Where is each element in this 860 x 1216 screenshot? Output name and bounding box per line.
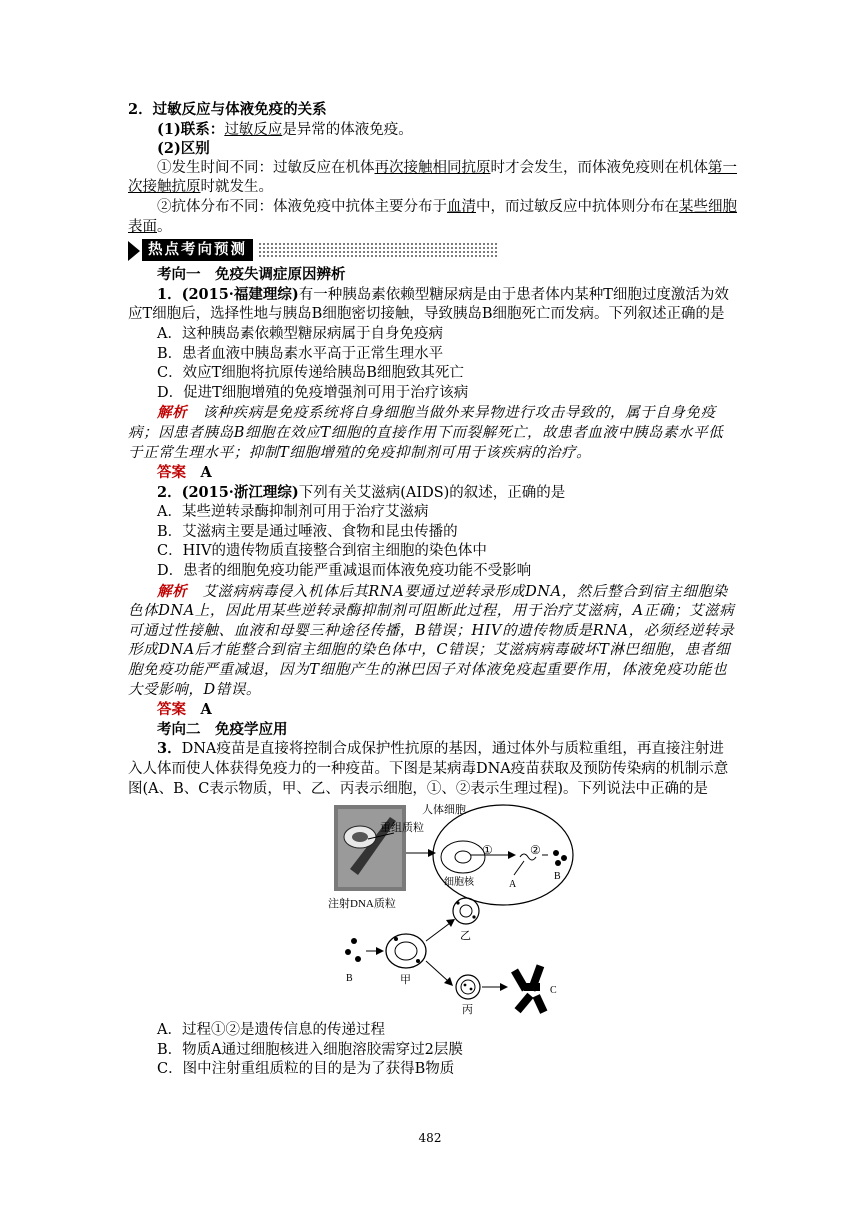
q2-option-a: A．某些逆转录酶抑制剂可用于治疗艾滋病 (157, 504, 429, 521)
banner-label: 热点考向预测 (142, 239, 253, 261)
label-bing: 丙 (462, 1004, 473, 1017)
label-b-bottom: B (346, 973, 353, 985)
q1-option-c: C．效应T细胞将抗原传递给胰岛B细胞致其死亡 (157, 365, 464, 382)
banner-arrow-icon (128, 241, 140, 261)
cell-bing (456, 975, 480, 999)
q3-option-a: A．过程①②是遗传信息的传递过程 (157, 1022, 385, 1039)
plasmid-label: 重组质粒 (380, 822, 424, 835)
q1-option-a: A．这种胰岛素依赖型糖尿病属于自身免疫病 (157, 325, 443, 342)
question-3-stem: 3．DNA疫苗是直接将控制合成保护性抗原的基因，通过体外与质粒重组，再直接注射进入人体而使人体获得免疫力的一种疫苗。下图是某病毒DNA疫苗获取及预防传染病的机制示意图(A、B、C表示物质，甲、乙、丙表示细胞，①、②表示生理过程)。下列说法中正确的是 (128, 740, 729, 797)
question-2-stem: 2．(2015·浙江理综)下列有关艾滋病(AIDS)的叙述，正确的是 (157, 483, 566, 501)
label-b-top: B (554, 871, 561, 883)
section-banner (128, 239, 738, 263)
page-number: 482 (418, 1131, 442, 1145)
label-c: C (550, 985, 557, 997)
kaoxiang-2-title: 考向二 免疫学应用 (157, 720, 288, 738)
step-2-label: ② (530, 843, 541, 858)
label-a: A (509, 879, 517, 891)
antibody-group (511, 965, 547, 1014)
lianxi-line: (1)联系：过敏反应是异常的体液免疫。 (157, 120, 413, 138)
q2-option-b: B．艾滋病主要是通过唾液、食物和昆虫传播的 (157, 523, 458, 540)
banner-dots (258, 242, 498, 258)
kaoxiang-1-title: 考向一 免疫失调症原因辨析 (157, 266, 346, 284)
vaccine-diagram-svg (128, 799, 738, 1021)
nucleus-label: 细胞核 (444, 877, 474, 889)
q1-option-d: D．促进T细胞增殖的免疫增强剂可用于治疗该病 (157, 384, 469, 401)
cell-jia (386, 934, 426, 968)
q3-option-b: B．物质A通过细胞核进入细胞溶胶需穿过2层膜 (157, 1041, 463, 1058)
human-cell-label: 人体细胞 (422, 804, 466, 817)
q2-option-d: D．患者的细胞免疫功能严重减退而体液免疫功能不受影响 (157, 563, 532, 580)
difference-2: ②抗体分布不同：体液免疫中抗体主要分布于血清中，而过敏反应中抗体则分布在某些细胞表面。 (128, 198, 737, 235)
label-yi: 乙 (460, 930, 471, 943)
vaccine-diagram (128, 799, 738, 1021)
q3-option-c: C．图中注射重组质粒的目的是为了获得B物质 (157, 1061, 455, 1078)
q2-answer: 答案 A (157, 701, 212, 719)
qubie-line: (2)区别 (157, 140, 210, 158)
section-title: 2．过敏反应与体液免疫的关系 (128, 101, 327, 118)
step-1-label: ① (482, 843, 493, 858)
q2-analysis: 解析 艾滋病病毒侵入机体后其RNA要通过逆转录形成DNA，然后整合到宿主细胞染色体DNA上，因此用某些逆转录酶抑制剂可阻断此过程，用于治疗艾滋病，A正确；艾滋病可通过性接触、血液和母婴三种途径传播，B错误；HIV的遗传物质是RNA，必须经逆转录形成DNA后才能整合到宿主细胞的染色体中，C错误；艾滋病病毒破坏T淋巴细胞，患者细胞免疫功能严重减退，因为T细胞产生的淋巴因子对体液免疫起重要作用，体液免疫功能也大受影响，D错误。 (128, 582, 735, 698)
q1-analysis: 解析 该种疾病是免疫系统将自身细胞当做外来异物进行攻击导致的，属于自身免疫病；因患者胰岛B细胞在效应T细胞的直接作用下而裂解死亡，故患者血液中胰岛素水平低于正常生理水平；抑制T细胞增殖的免疫抑制剂可用于该疾病的治疗。 (128, 404, 724, 461)
q2-option-c: C．HIV的遗传物质直接整合到宿主细胞的染色体中 (157, 543, 487, 560)
page-content (128, 100, 738, 1080)
q1-answer: 答案 A (157, 464, 212, 482)
nucleus (441, 841, 485, 873)
q1-option-b: B．患者血液中胰岛素水平高于正常生理水平 (157, 345, 444, 362)
label-jia: 甲 (400, 974, 411, 987)
inject-label: 注射DNA质粒 (328, 898, 396, 911)
difference-1: ①发生时间不同：过敏反应在机体再次接触相同抗原时才会发生，而体液免疫则在机体第一次接触抗原时就发生。 (128, 159, 737, 196)
question-1-stem: 1．(2015·福建理综)有一种胰岛素依赖型糖尿病是由于患者体内某种T细胞过度激活为效应T细胞后，选择性地与胰岛B细胞密切接触，导致胰岛B细胞死亡而发病。下列叙述正确的是 (128, 285, 729, 323)
